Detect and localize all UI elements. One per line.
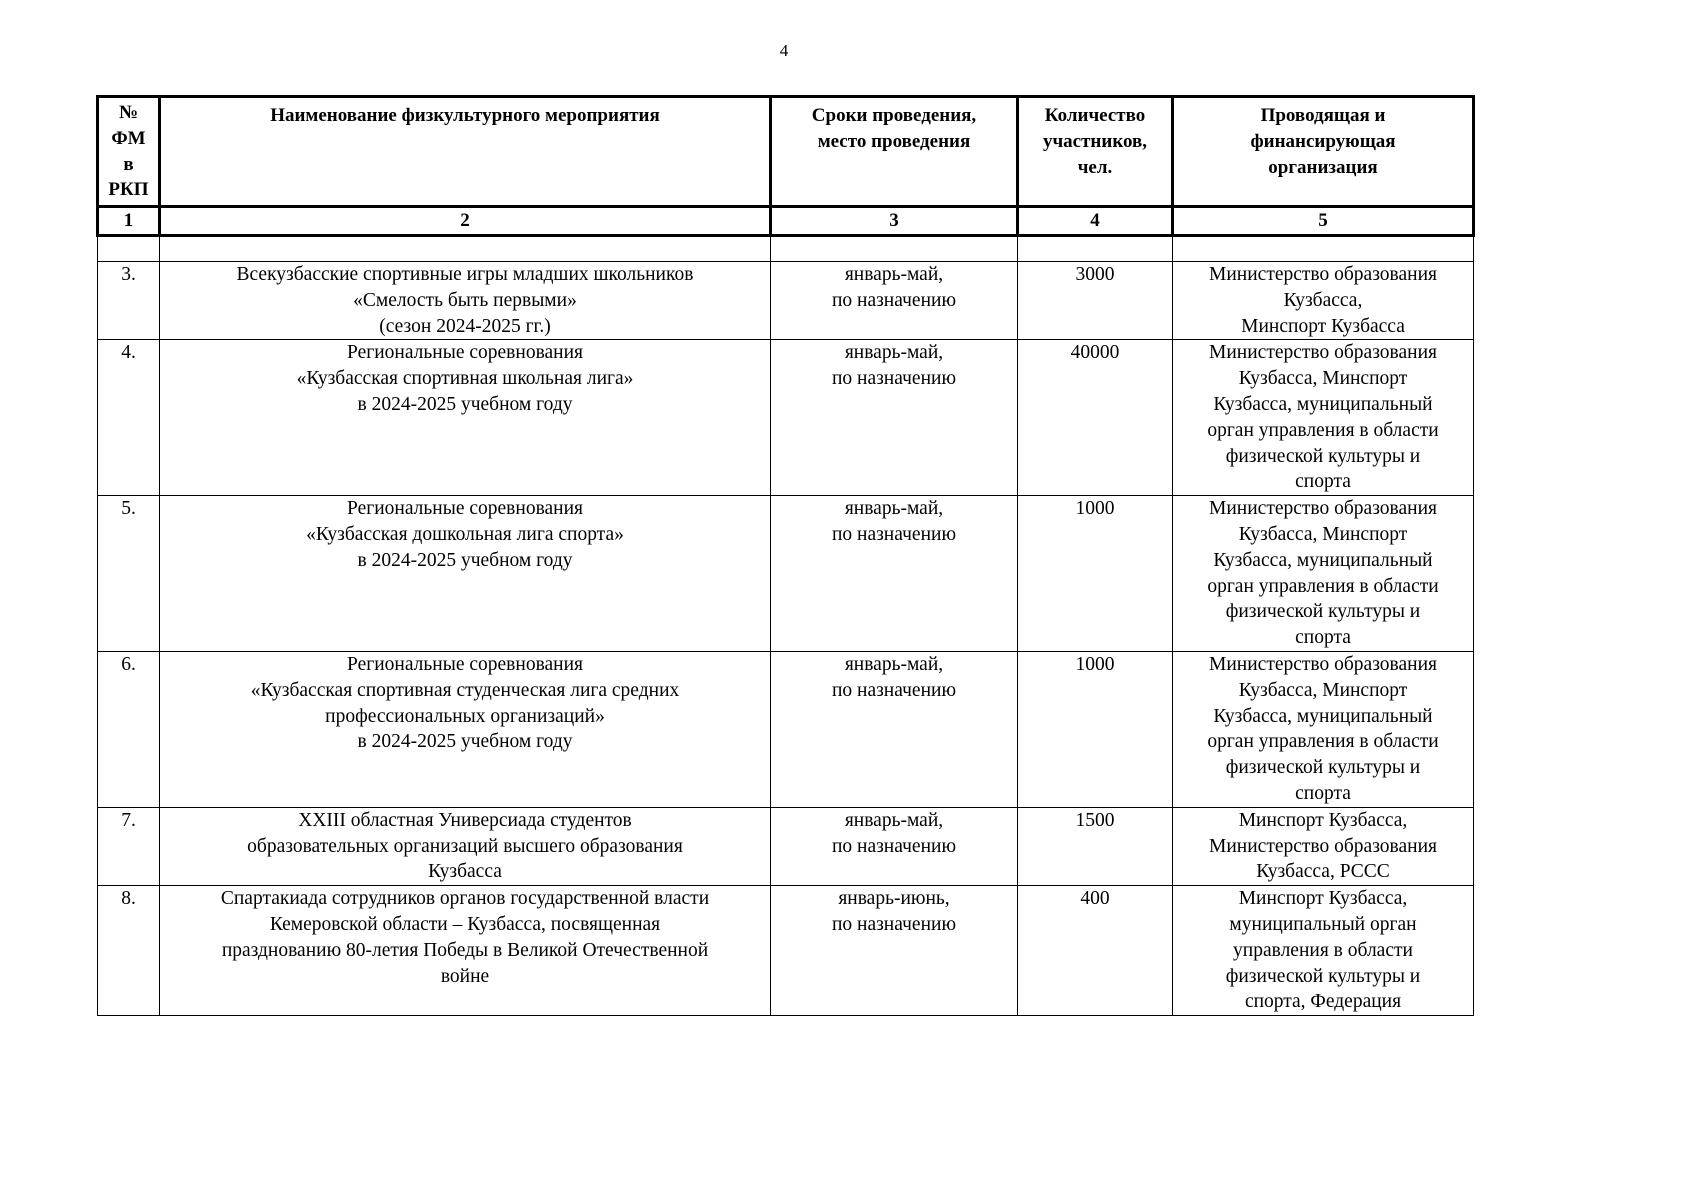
cell-line: по назначению xyxy=(831,368,957,390)
empty-cell xyxy=(1173,236,1474,262)
cell-line: январь-май, xyxy=(844,264,944,285)
cell-line: Кузбасса, xyxy=(1283,289,1363,311)
header-cell-name xyxy=(160,97,771,207)
column-number: 3 xyxy=(771,207,1018,236)
event-dates-cell xyxy=(771,340,1018,496)
cell-line: Кузбасса, муниципальный xyxy=(1213,393,1433,415)
row-number-cell: 4. xyxy=(98,340,160,496)
page-number: 4 xyxy=(779,41,789,60)
cell-line: январь-май, xyxy=(844,809,944,831)
cell-line: Минспорт Кузбасса, xyxy=(1238,809,1408,831)
cell-line: спорта xyxy=(1295,471,1351,493)
cell-line: Кузбасса, муниципальный xyxy=(1213,549,1433,571)
cell-line: в 2024-2025 учебном году xyxy=(357,393,573,415)
participants-cell: 1000 xyxy=(1018,651,1173,807)
organization-cell xyxy=(1173,496,1474,652)
event-dates-cell xyxy=(771,807,1018,885)
column-number: 2 xyxy=(160,207,771,236)
cell-line: Региональные соревнования xyxy=(346,653,584,675)
empty-cell xyxy=(771,236,1018,262)
cell-line: в 2024-2025 учебном году xyxy=(357,549,573,571)
events-table xyxy=(96,95,1475,1016)
cell-line: Кузбасса, Минспорт xyxy=(1238,679,1408,701)
cell-line: по назначению xyxy=(831,289,957,311)
cell-line: войне xyxy=(440,965,490,987)
cell-line: Кузбасса xyxy=(428,861,502,883)
header-line: РКП xyxy=(108,179,149,201)
cell-line: Министерство образования xyxy=(1209,498,1437,520)
header-cell-number xyxy=(98,97,160,207)
table-row xyxy=(98,340,1474,496)
row-number-cell: 3. xyxy=(98,262,160,340)
cell-line: Министерство образования xyxy=(1209,264,1437,285)
header-line: финансирующая xyxy=(1250,130,1396,152)
cell-line: орган управления в области xyxy=(1207,575,1439,597)
header-line: участников, xyxy=(1042,130,1148,152)
organization-cell xyxy=(1173,340,1474,496)
participants-cell: 1500 xyxy=(1018,807,1173,885)
cell-line: Спартакиада сотрудников органов государственной власти xyxy=(220,888,710,910)
cell-line: Всекузбасские спортивные игры младших школьников xyxy=(236,264,694,285)
header-line: Количество xyxy=(1044,105,1146,126)
cell-line: празднованию 80-летия Победы в Великой Отечественной xyxy=(221,939,709,961)
cell-line: Минспорт Кузбасса xyxy=(1241,315,1405,337)
cell-line: по назначению xyxy=(831,523,957,545)
column-number: 1 xyxy=(98,207,160,236)
participants-cell: 400 xyxy=(1018,886,1173,1016)
cell-line: физической культуры и xyxy=(1225,965,1421,987)
cell-line: Кузбасса, Минспорт xyxy=(1238,368,1408,390)
cell-line: Кузбасса, РССС xyxy=(1256,861,1390,883)
cell-line: Региональные соревнования xyxy=(346,342,584,364)
table-row xyxy=(98,496,1474,652)
header-line: организация xyxy=(1268,156,1378,178)
organization-cell xyxy=(1173,807,1474,885)
event-dates-cell xyxy=(771,496,1018,652)
participants-cell: 40000 xyxy=(1018,340,1173,496)
cell-line: физической культуры и xyxy=(1225,445,1421,467)
cell-line: январь-май, xyxy=(844,653,944,675)
participants-cell: 1000 xyxy=(1018,496,1173,652)
table-row xyxy=(98,262,1474,340)
cell-line: спорта xyxy=(1295,627,1351,649)
cell-line: Региональные соревнования xyxy=(346,498,584,520)
header-line: Наименование физкультурного мероприятия xyxy=(270,105,660,126)
row-number-cell: 5. xyxy=(98,496,160,652)
table-row xyxy=(98,807,1474,885)
column-number: 5 xyxy=(1173,207,1474,236)
header-cell-dates xyxy=(771,97,1018,207)
event-dates-cell xyxy=(771,886,1018,1016)
cell-line: (сезон 2024-2025 гг.) xyxy=(379,315,551,337)
cell-line: по назначению xyxy=(831,913,957,935)
event-dates-cell xyxy=(771,262,1018,340)
empty-row xyxy=(98,236,1474,262)
cell-line: муниципальный орган xyxy=(1229,913,1417,935)
cell-line: «Кузбасская спортивная студенческая лига средних xyxy=(250,679,680,701)
cell-line: по назначению xyxy=(831,835,957,857)
cell-line: «Смелость быть первыми» xyxy=(353,289,577,311)
cell-line: Министерство образования xyxy=(1209,653,1437,675)
header-line: чел. xyxy=(1077,156,1113,178)
cell-line: «Кузбасская дошкольная лига спорта» xyxy=(306,523,624,545)
cell-line: Министерство образования xyxy=(1209,342,1437,364)
organization-cell xyxy=(1173,262,1474,340)
column-number-row xyxy=(98,207,1474,236)
cell-line: профессиональных организаций» xyxy=(325,705,605,727)
cell-line: январь-май, xyxy=(844,498,944,520)
cell-line: Кузбасса, Минспорт xyxy=(1238,523,1408,545)
cell-line: январь-июнь, xyxy=(838,888,950,910)
event-name-cell xyxy=(160,340,771,496)
event-name-cell xyxy=(160,651,771,807)
event-dates-cell xyxy=(771,651,1018,807)
cell-line: по назначению xyxy=(831,679,957,701)
header-line: Сроки проведения, xyxy=(811,105,977,126)
header-line: Проводящая и xyxy=(1260,105,1386,126)
cell-line: Кемеровской области – Кузбасса, посвященная xyxy=(269,913,661,935)
cell-line: орган управления в области xyxy=(1207,419,1439,441)
header-line: № xyxy=(118,102,139,123)
cell-line: управления в области xyxy=(1233,939,1413,961)
organization-cell xyxy=(1173,886,1474,1016)
table-row xyxy=(98,886,1474,1016)
header-line: в xyxy=(123,153,134,175)
event-name-cell xyxy=(160,807,771,885)
cell-line: спорта, Федерация xyxy=(1244,991,1402,1013)
cell-line: Минспорт Кузбасса, xyxy=(1238,888,1408,910)
cell-line: «Кузбасская спортивная школьная лига» xyxy=(296,368,634,390)
empty-cell xyxy=(98,236,160,262)
header-cell-participants xyxy=(1018,97,1173,207)
row-number-cell: 8. xyxy=(98,886,160,1016)
header-row xyxy=(98,97,1474,207)
header-line: место проведения xyxy=(817,130,971,152)
cell-line: физической культуры и xyxy=(1225,601,1421,623)
cell-line: образовательных организаций высшего образования xyxy=(247,835,683,857)
table-row xyxy=(98,651,1474,807)
cell-line: в 2024-2025 учебном году xyxy=(357,731,573,753)
event-name-cell xyxy=(160,886,771,1016)
empty-cell xyxy=(160,236,771,262)
header-line: ФМ xyxy=(111,127,146,149)
cell-line: физической культуры и xyxy=(1225,757,1421,779)
cell-line: январь-май, xyxy=(844,342,944,364)
cell-line: Кузбасса, муниципальный xyxy=(1213,705,1433,727)
event-name-cell xyxy=(160,262,771,340)
cell-line: спорта xyxy=(1295,782,1351,804)
participants-cell: 3000 xyxy=(1018,262,1173,340)
event-name-cell xyxy=(160,496,771,652)
column-number: 4 xyxy=(1018,207,1173,236)
row-number-cell: 6. xyxy=(98,651,160,807)
cell-line: XXIII областная Универсиада студентов xyxy=(298,809,632,831)
row-number-cell: 7. xyxy=(98,807,160,885)
cell-line: орган управления в области xyxy=(1207,731,1439,753)
header-cell-organization xyxy=(1173,97,1474,207)
organization-cell xyxy=(1173,651,1474,807)
cell-line: Министерство образования xyxy=(1209,835,1437,857)
empty-cell xyxy=(1018,236,1173,262)
